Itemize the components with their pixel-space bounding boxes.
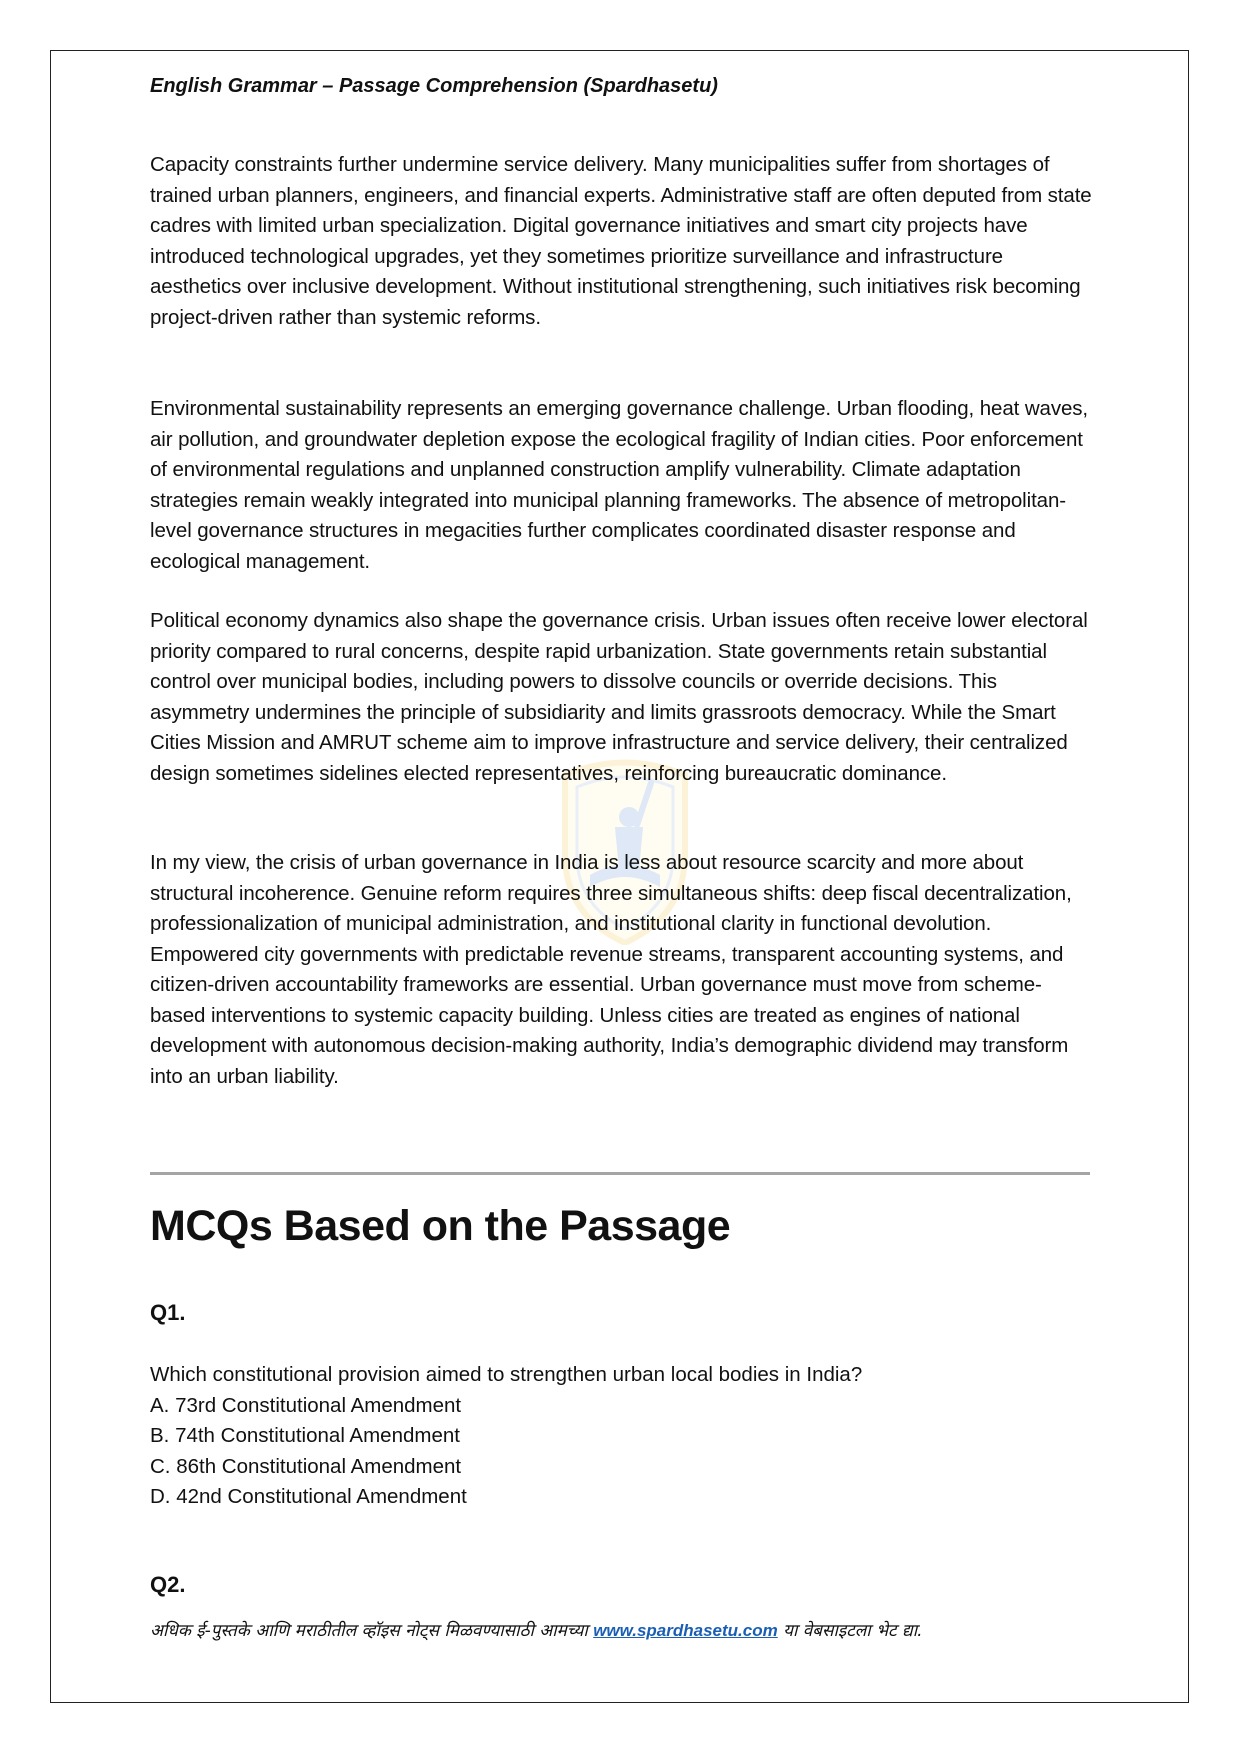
question-text: Which constitutional provision aimed to strengthen urban local bodies in India?	[150, 1363, 863, 1386]
answer-option: B. 74th Constitutional Amendment	[150, 1424, 460, 1447]
answer-option: D. 42nd Constitutional Amendment	[150, 1485, 467, 1508]
section-divider	[150, 1172, 1090, 1175]
question-label: Q1.	[150, 1300, 186, 1325]
footer-text: या वेबसाइटला भेट द्या.	[777, 1621, 923, 1641]
answer-option: C. 86th Constitutional Amendment	[150, 1454, 462, 1478]
website-link[interactable]: www.spardhasetu.com	[593, 1621, 778, 1640]
document-header: English Grammar – Passage Comprehension (Spardhasetu)	[150, 75, 718, 97]
question-label: Q2.	[150, 1572, 186, 1597]
question-block	[150, 1360, 862, 1513]
passage-paragraph: Political economy dynamics also shape the governance crisis. Urban issues often receive lower electoral priority compared to rural concerns, despite rapid urbanization. State governments retain substantial control over municipal bodies, including powers to dissolve councils or override decisions. This asymmetry undermines the principle of subsidiarity and limits grassroots democracy. While the Smart Cities Mission and AMRUT scheme aim to improve infrastructure and service delivery, their centralized design sometimes sidelines elected representatives, reinforcing bureaucratic dominance.	[150, 609, 1088, 785]
mcq-section-title: MCQs Based on the Passage	[150, 1202, 731, 1250]
passage-paragraph: Environmental sustainability represents an emerging governance challenge. Urban flooding, heat waves, air pollution, and groundwater depletion expose the ecological fragility of Indian cities. Poor enforcement of environmental regulations and unplanned construction amplify vulnerability. Climate adaptation strategies remain weakly integrated into municipal planning frameworks. The absence of metropolitan-level governance structures in megacities further complicates coordinated disaster response and ecological management.	[150, 397, 1089, 573]
answer-option: A. 73rd Constitutional Amendment	[150, 1393, 462, 1417]
document-content	[150, 72, 1095, 1597]
passage-paragraph: Capacity constraints further undermine service delivery. Many municipalities suffer from shortages of trained urban planners, engineers, and financial experts. Administrative staff are often deputed from state cadres with limited urban specialization. Digital governance initiatives and smart city projects have introduced technological upgrades, yet they sometimes prioritize surveillance and infrastructure aesthetics over inclusive development. Without institutional strengthening, such initiatives risk becoming project-driven rather than systemic reforms.	[150, 153, 1092, 329]
footer-text: अधिक ई-पुस्तके आणि मराठीतील व्हॉइस नोट्स मिळवण्यासाठी आमच्या	[150, 1621, 594, 1641]
passage-paragraph: In my view, the crisis of urban governance in India is less about resource scarcity and more about structural incoherence. Genuine reform requires three simultaneous shifts: deep fiscal decentralization, professionalization of municipal administration, and institutional clarity in functional devolution. Empowered city governments with predictable revenue streams, transparent accounting systems, and citizen-driven accountability frameworks are essential. Urban governance must move from scheme-based interventions to systemic capacity building. Unless cities are treated as engines of national development with autonomous decision-making authority, India’s demographic dividend may transform into an urban liability.	[150, 851, 1072, 1088]
page-footer	[150, 1618, 1095, 1641]
